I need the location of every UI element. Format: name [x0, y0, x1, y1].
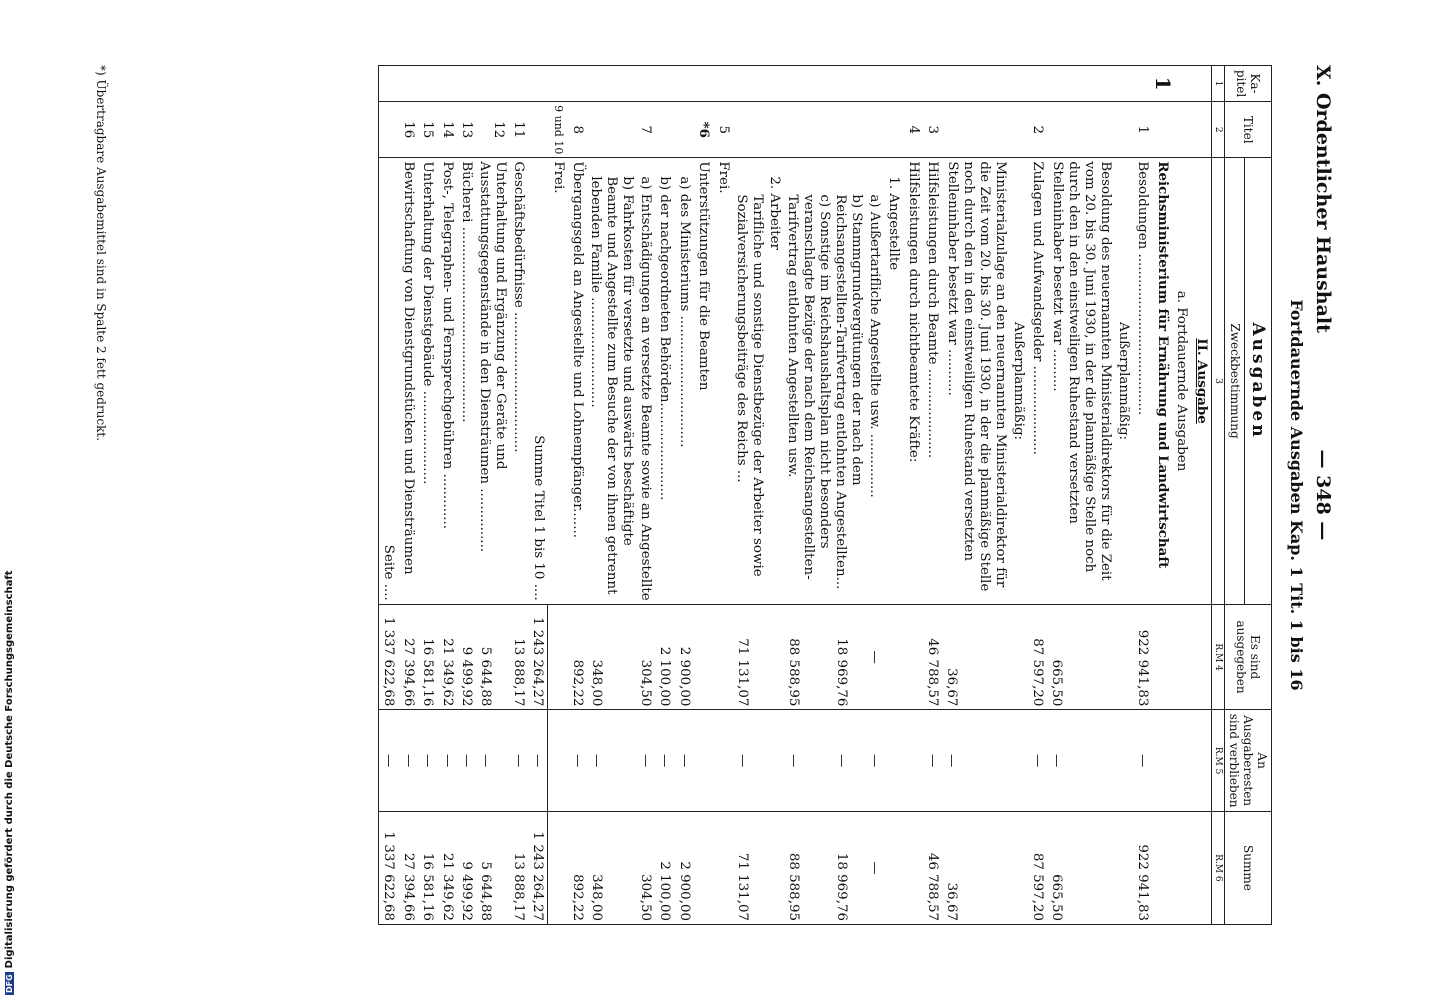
table-row: b) der nachgeordneten Behörden....................... 2 100,00 — 2 100,00 — [655, 66, 675, 925]
table-row: 1 Besoldungen ...................................... 922 941,83 — 922 941,83 — [1133, 66, 1153, 925]
table-row: c) Sonstige im Reichshaushaltsplan nicht besonders veranschlagte Bezüge der nach dem Reichsangestellten-Tarifvertrag entlohnten Angestellten usw. 88 588,95 — 88 588,95 — [785, 66, 833, 925]
column-number-row — [1212, 66, 1225, 925]
table-row: 12 Unterhaltung und Ergänzung der Geräte und Ausstattungsgegenstände in den Diensträumen ............... 5 644,88 — 5 644,88 — [477, 66, 509, 925]
table-row: 2 Zulagen und Aufwandsgelder ..................... 87 597,20 — 87 597,20 — [1028, 66, 1048, 925]
table-row: Besoldung des neuernannten Ministerialdirektors für die Zeit vom 20. bis 30. Juni 1930, in der die planmäßige Stelle noch durch den in den einstweiligen Ruhestand versetzten Stelleninhaber besetzt war .......... 665,50 — 665,50 — [1048, 66, 1114, 925]
table-row: 9 und 10 Frei. — [548, 66, 568, 925]
col-titel: Titel — [1225, 102, 1272, 158]
table-row: 16 Bewirtschaftung von Dienstgrundstücken und Diensträumen 27 394,66 — 27 394,66 — [399, 66, 419, 925]
section-subtitle: a. Fortdauernde Ausgaben — [1172, 158, 1192, 604]
table-row: 5 Frei. — [714, 66, 734, 925]
table-row: 13 Bücherei .............................................. 9 499,92 — 9 499,92 — [457, 66, 477, 925]
table-row: a) des Ministeriums ............................... 2 900,00 — 2 900,00 — [675, 66, 695, 925]
table-row: b) Fahrkosten für versetzte und auswärts beschäftigte Beamte und Angestellte zum Besuche der von ihnen getrennt lebenden Familie .......................... 348,00 — 348,00 — [588, 66, 636, 925]
dfg-credit — [4, 570, 15, 995]
page-number: — 348 — — [1312, 449, 1334, 541]
table-row: 2. Arbeiter — [765, 66, 785, 925]
dfg-credit-text: Digitalisierung gefördert durch die Deutsche Forschungsgemeinschaft — [4, 570, 15, 969]
colnum-3: 3 — [1212, 158, 1225, 604]
table-row: b) Stammgrundvergütungen der nach dem Reichsangestellten-Tarifvertrag entlohnten Angestellten... 18 969,76 — 18 969,76 — [833, 66, 865, 925]
table-row: Ministerialzulage an den neuernannten Ministerialdirektor für die Zeit vom 20. bis 30. Juni 1930, in der die planmäßige Stelle noch durch den in den einstweiligen Ruhestand versetzten Stelleninhaber besetzt war ........... 36,67 — 36,67 — [943, 66, 1009, 925]
unit-label: R.M — [1213, 854, 1223, 874]
section-title-row — [1192, 66, 1212, 925]
page-total-row: Seite .... 1 337 622,68 — 1 337 622,68 — [379, 66, 399, 925]
col-summe: Summe — [1225, 811, 1272, 924]
colnum-5: R.M 5 — [1212, 710, 1225, 811]
table-row: Außerplanmäßig: — [1114, 66, 1134, 925]
sum-row: Summe Titel 1 bis 10 .... 1 243 264,27 — 1 243 264,27 — [528, 66, 548, 925]
table-row: Außerplanmäßig: — [1009, 66, 1029, 925]
colnum-6: R.M 6 — [1212, 811, 1225, 924]
colnum-1: 1 — [1212, 66, 1225, 102]
table-row: 8 Übergangsgeld an Angestellte und Lohnempfänger....... 892,22 — 892,22 — [568, 66, 588, 925]
section-subtitle-row — [1172, 66, 1192, 925]
kapitel-number: 1 — [1153, 66, 1173, 102]
table-row: 3 Hilfsleistungen durch Beamte ..................... 46 788,57 — 46 788,57 — [923, 66, 943, 925]
footnote: *) Übertragbare Ausgabemittel sind in Spalte 2 fett gedruckt. — [94, 65, 108, 442]
section-title: II. Ausgabe — [1192, 158, 1212, 604]
table-row: 11 Geschäftsbedürfnisse ................................. 13 888,17 — 13 888,17 — [509, 66, 529, 925]
rotated-ledger — [65, 65, 1340, 925]
unit-label: R.M — [1213, 746, 1223, 766]
page-subtitle: Fortdauernde Ausgaben Kap. 1 Tit. 1 bis 16 — [1287, 299, 1306, 691]
table-row: 4 Hilfsleistungen durch nichtbeamtete Kräfte: — [904, 66, 924, 925]
table-row: a) Außertarifliche Angestellte usw. ............... — — — — [865, 66, 885, 925]
colnum-2: 2 — [1212, 102, 1225, 158]
ministry-title: Reichsministerium für Ernährung und Landwirtschaft — [1153, 158, 1173, 604]
col-ausgabereste: An Ausgaberesten sind verblieben — [1225, 710, 1272, 811]
colnum-4: R.M 4 — [1212, 604, 1225, 710]
table-row: *6 Unterstützungen für die Beamten — [694, 66, 714, 925]
table-row: 15 Unterhaltung der Dienstgebäude ...................... 16 581,16 — 16 581,16 — [418, 66, 438, 925]
col-zweckbestimmung: Zweckbestimmung — [1225, 158, 1245, 604]
ministry-row — [1153, 66, 1173, 925]
haushalt-title: X. Ordentlicher Haushalt — [1312, 65, 1334, 333]
table-row: 7 a) Entschädigungen an versetzte Beamte sowie an Angestellte 304,50 — 304,50 — [636, 66, 656, 925]
table-row: 14 Post-, Telegraphen- und Fernsprechgebühren ............. 21 349,62 — 21 349,62 — [438, 66, 458, 925]
dfg-logo-icon: DFG — [5, 974, 14, 993]
col-kapitel: Ka- pitel — [1225, 66, 1272, 102]
page-header — [1312, 65, 1334, 925]
ledger-table — [378, 65, 1272, 925]
col-ausgegeben: Es sind ausgegeben — [1225, 604, 1272, 710]
table-row: 1. Angestellte — [884, 66, 904, 925]
table-row: Tarifliche und sonstige Dienstbezüge der Arbeiter sowie Sozialversicherungsbeiträge des Reichs ... 71 131,07 — 71 131,07 — [733, 66, 765, 925]
column-header-row — [1245, 66, 1272, 925]
unit-label: R.M — [1213, 643, 1223, 663]
col-ausgaben: Ausgaben — [1245, 158, 1272, 604]
